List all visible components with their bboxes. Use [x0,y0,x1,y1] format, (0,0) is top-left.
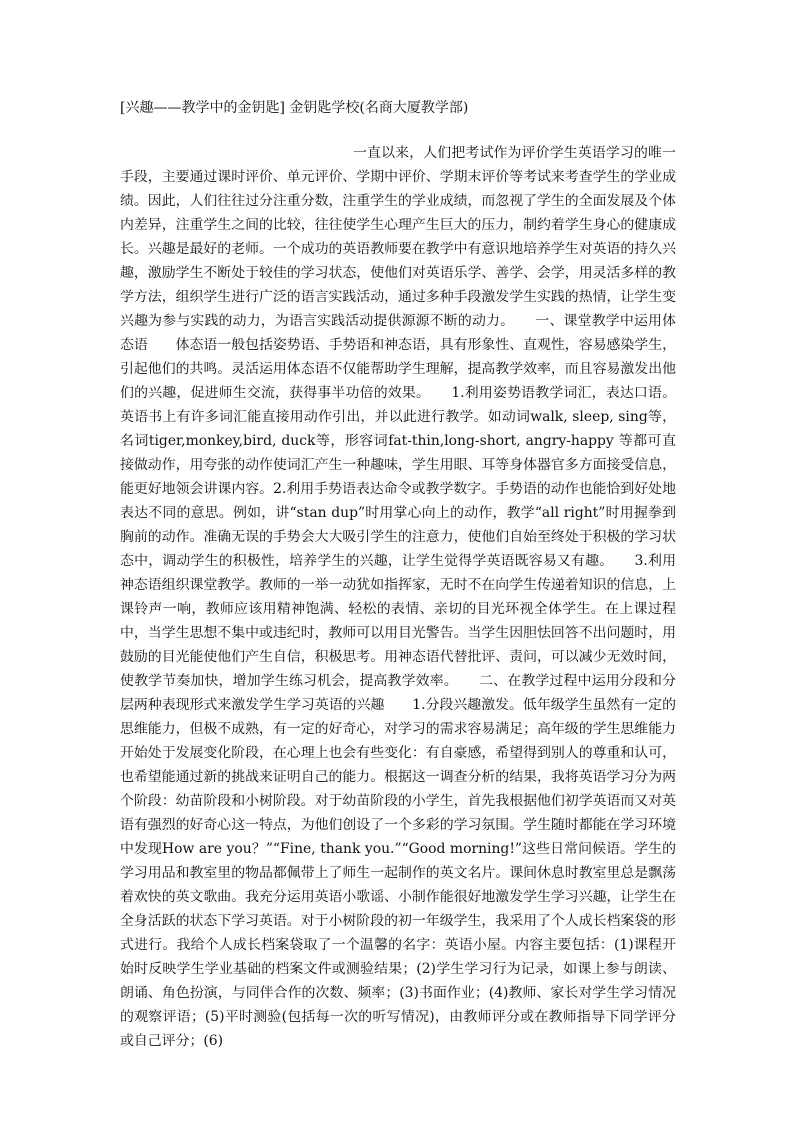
document-body-paragraph: 一直以来，人们把考试作为评价学生英语学习的唯一手段，主要通过课时评价、单元评价、学期中评价、学期末评价等考试来考查学生的学业成绩。因此，人们往往过分注重分数，注重学生的学业成绩，而忽视了学生的全面发展及个体内差异，注重学生之间的比较，往往使学生心理产生巨大的压力，制约着学生身心的健康成长。兴趣是最好的老师。一个成功的英语教师要在教学中有意识地培养学生对英语的持久兴趣，激励学生不断处于较佳的学习状态，使他们对英语乐学、善学、会学，用灵活多样的教学方法，组织学生进行广泛的语言实践活动，通过多种手段激发学生实践的热情，让学生变兴趣为参与实践的动力，为语言实践活动提供源源不断的动力。 一、课堂教学中运用体态语 体态语一般包括姿势语、手势语和神态语，具有形象性、直观性，容易感染学生，引起他们的共鸣。灵活运用体态语不仅能帮助学生理解，提高教学效率，而且容易激发出他们的兴趣，促进师生交流，获得事半功倍的效果。 1.利用姿势语教学词汇，表达口语。英语书上有许多词汇能直接用动作引出，并以此进行教学。如动词walk, sleep, sing等，名词tiger,monkey,bird, duck等，形容词fat-thin,long-short, angry-happy 等都可直接做动作，用夸张的动作使词汇产生一种趣味，学生用眼、耳等身体器官多方面接受信息，能更好地领会讲课内容。2.利用手势语表达命令或教学数字。手势语的动作也能恰到好处地表达不同的意思。例如，讲“stan dup”时用掌心向上的动作，教学“all right”时用握拳到胸前的动作。准确无误的手势会大大吸引学生的注意力，使他们自始至终处于积极的学习状态中，调动学生的积极性，培养学生的兴趣，让学生觉得学英语既容易又有趣。 3.利用神态语组织课堂教学。教师的一举一动犹如指挥家，无时不在向学生传递着知识的信息，上课铃声一响，教师应该用精神饱满、轻松的表情、亲切的目光环视全体学生。在上课过程中，当学生思想不集中或违纪时，教师可以用目光警告。当学生因胆怯回答不出问题时，用鼓励的目光能使他们产生自信，积极思考。用神态语代替批评、责问，可以减少无效时间，使教学节奏加快，增加学生练习机会，提高教学效率。 二、在教学过程中运用分段和分层两种表现形式来激发学生学习英语的兴趣 1.分段兴趣激发。低年级学生虽然有一定的思维能力，但极不成熟，有一定的好奇心，对学习的需求容易满足；高年级的学生思维能力开始处于发展变化阶段，在心理上也会有些变化：有自豪感，希望得到别人的尊重和认可，也希望能通过新的挑战来证明自己的能力。根据这一调查分析的结果，我将英语学习分为两个阶段：幼苗阶段和小树阶段。对于幼苗阶段的小学生，首先我根据他们初学英语而又对英语有强烈的好奇心这一特点，为他们创设了一个多彩的学习氛围。学生随时都能在学习环境中发现How are you？”“Fine, thank you.”“Good morning!”这些日常问候语。学生的学习用品和教室里的物品都佩带上了师生一起制作的英文名片。课间休息时教室里总是飘荡着欢快的英文歌曲。我充分运用英语小歌谣、小制作能很好地激发学生学习兴趣，让学生在全身活跃的状态下学习英语。对于小树阶段的初一年级学生，我采用了个人成长档案袋的形式进行。我给个人成长档案袋取了一个温馨的名字：英语小屋。内容主要包括：(1)课程开始时反映学生学业基础的档案文件或测验结果；(2)学生学习行为记录，如课上参与朗读、朗诵、角色扮演，与同伴合作的次数、频率；(3)书面作业；(4)教师、家长对学生学习情况的观察评语；(5)平时测验(包括每一次的听写情况)，由教师评分或在教师指导下同学评分或自己评分；(6) [120,145,676,1049]
document-title: [兴趣——教学中的金钥匙] 金钥匙学校(名商大厦教学部) [120,100,469,116]
